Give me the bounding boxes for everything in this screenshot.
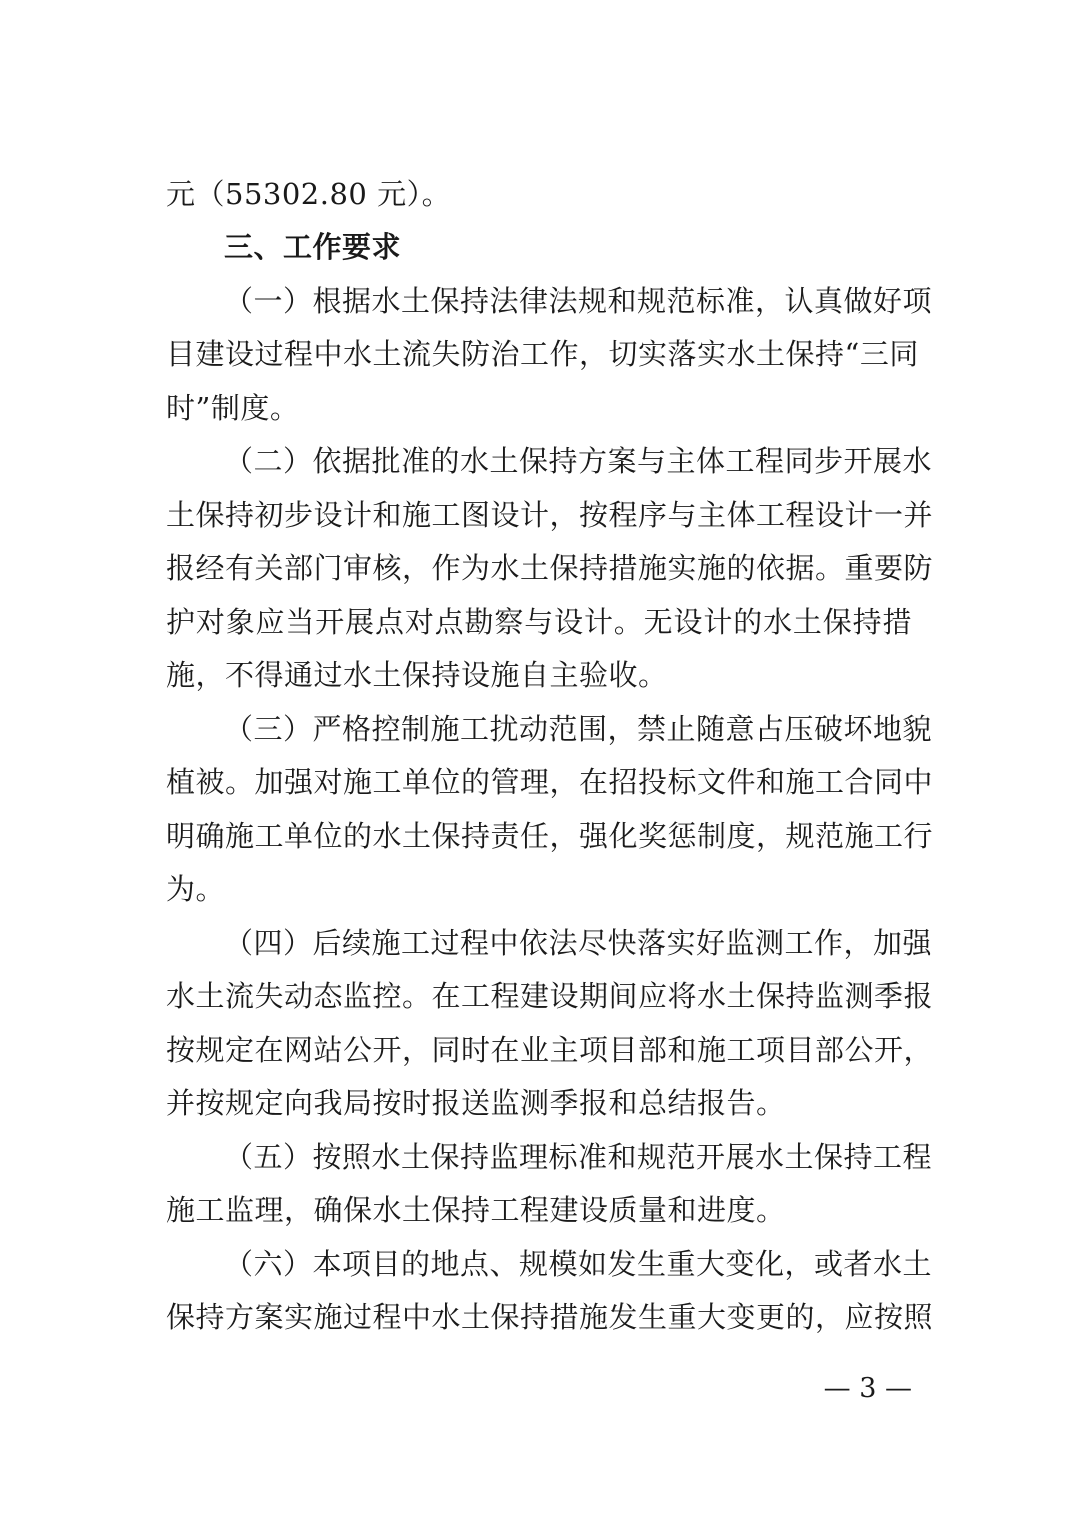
paragraph-5-line-2: 施工监理，确保水土保持工程建设质量和进度。 <box>166 1193 786 1227</box>
paragraph-3-line-2: 植被。加强对施工单位的管理，在招投标文件和施工合同中 <box>166 765 934 799</box>
paragraph-5-line-1: （五）按照水土保持监理标准和规范开展水土保持工程 <box>224 1140 933 1174</box>
text-line-amount: 元（55302.80 元）。 <box>166 177 452 211</box>
page-number: — 3 — <box>823 1373 912 1404</box>
paragraph-3-line-1: （三）严格控制施工扰动范围，禁止随意占压破坏地貌 <box>224 712 933 746</box>
paragraph-1-line-1: （一）根据水土保持法律法规和规范标准，认真做好项 <box>224 284 933 318</box>
paragraph-2-line-5: 施，不得通过水土保持设施自主验收。 <box>166 658 668 692</box>
paragraph-4-line-1: （四）后续施工过程中依法尽快落实好监测工作，加强 <box>224 926 933 960</box>
paragraph-2-line-3: 报经有关部门审核，作为水土保持措施实施的依据。重要防 <box>166 551 934 585</box>
paragraph-2-line-4: 护对象应当开展点对点勘察与设计。无设计的水土保持措 <box>166 605 912 639</box>
paragraph-3-line-4: 为。 <box>166 872 226 906</box>
section-heading-work-requirements: 三、工作要求 <box>224 230 402 264</box>
paragraph-1-line-3: 时”制度。 <box>166 391 300 425</box>
paragraph-6-line-2: 保持方案实施过程中水土保持措施发生重大变更的，应按照 <box>166 1300 934 1334</box>
paragraph-6-line-1: （六）本项目的地点、规模如发生重大变化，或者水土 <box>224 1247 933 1281</box>
paragraph-4-line-3: 按规定在网站公开，同时在业主项目部和施工项目部公开， <box>166 1033 934 1067</box>
paragraph-2-line-1: （二）依据批准的水土保持方案与主体工程同步开展水 <box>224 444 933 478</box>
paragraph-4-line-4: 并按规定向我局按时报送监测季报和总结报告。 <box>166 1086 786 1120</box>
paragraph-2-line-2: 土保持初步设计和施工图设计，按程序与主体工程设计一并 <box>166 498 934 532</box>
paragraph-3-line-3: 明确施工单位的水土保持责任，强化奖惩制度，规范施工行 <box>166 819 934 853</box>
paragraph-4-line-2: 水土流失动态监控。在工程建设期间应将水土保持监测季报 <box>166 979 934 1013</box>
paragraph-1-line-2: 目建设过程中水土流失防治工作，切实落实水土保持“三同 <box>166 337 919 371</box>
